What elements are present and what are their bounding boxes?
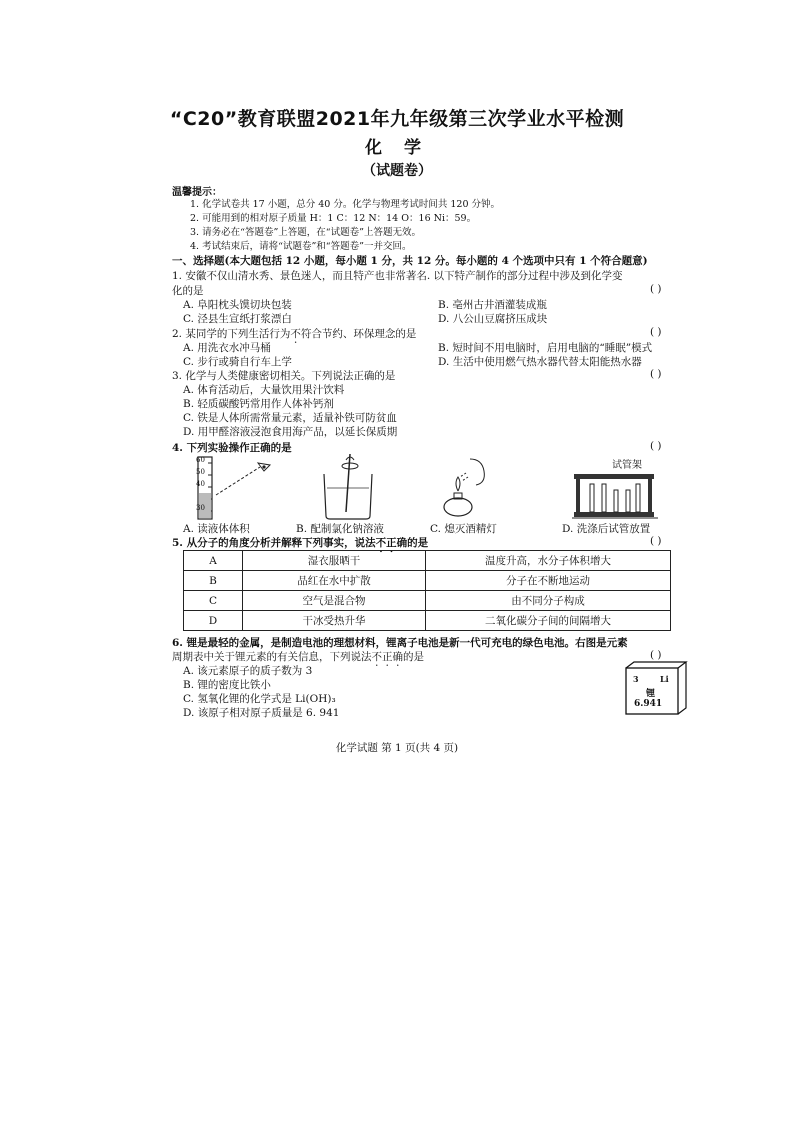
subject-title: 化 学 xyxy=(365,138,429,158)
q3-option-a: A. 体育活动后，大量饮用果汁饮料 xyxy=(183,384,345,396)
q4-option-c: C. 熄灭酒精灯 xyxy=(430,523,497,535)
q3-answer-blank: ( ) xyxy=(650,368,662,380)
cylinder-scale-label: 40 xyxy=(196,480,205,488)
q2-option-c: C. 步行或骑自行车上学 xyxy=(183,356,292,368)
table-cell: 空气是混合物 xyxy=(243,591,426,611)
beaker-figure xyxy=(318,452,378,520)
q4-stem: 4. 下列实验操作正确的是 xyxy=(172,442,292,454)
q6-option-c: C. 氢氧化锂的化学式是 Li(OH)₃ xyxy=(183,693,336,705)
tips-heading: 温馨提示： xyxy=(172,187,222,198)
exam-title: “C20”教育联盟2021年九年级第三次学业水平检测 xyxy=(169,108,625,130)
q2-option-d: D. 生活中使用燃气热水器代替太阳能热水器 xyxy=(438,356,642,368)
element-atomic-number: 3 xyxy=(633,674,639,684)
table-cell: C xyxy=(184,591,243,611)
q2-stem-post: 符合节约、环保理念的是 xyxy=(300,328,417,340)
table-cell: 温度升高，水分子体积增大 xyxy=(426,551,671,571)
q4-option-d: D. 洗涤后试管放置 xyxy=(562,523,651,535)
q2-stem-emphasis: 不 xyxy=(290,328,301,340)
table-cell: B xyxy=(184,571,243,591)
table-row xyxy=(184,611,671,631)
q6-stem-pre: 周期表中关于锂元素的有关信息，下列说法 xyxy=(172,651,372,663)
element-name: 锂 xyxy=(646,689,656,699)
q1-stem-cont: 化的是 xyxy=(172,285,204,297)
tip-item: 4. 考试结束后，请将“试题卷”和“答题卷”一并交回。 xyxy=(190,241,412,252)
table-cell: 干冰受热升华 xyxy=(243,611,426,631)
test-tube-rack-label: 试管架 xyxy=(612,460,642,471)
q3-option-c: C. 铁是人体所需常量元素，适量补铁可防贫血 xyxy=(183,412,397,424)
table-cell: A xyxy=(184,551,243,571)
paper-type-label: （试题卷） xyxy=(362,163,432,179)
table-cell: 湿衣服晒干 xyxy=(243,551,426,571)
q5-stem-emphasis: 不正 xyxy=(375,537,397,549)
q1-option-c: C. 泾县生宣纸打浆漂白 xyxy=(183,313,292,325)
q1-option-b: B. 亳州古井酒灌装成瓶 xyxy=(438,299,547,311)
page-footer: 化学试题 第 1 页(共 4 页) xyxy=(335,742,459,754)
q1-stem: 1. 安徽不仅山清水秀、景色迷人，而且特产也非常著名. 以下特产制作的部分过程中涉及到化学变 xyxy=(172,270,623,282)
q6-option-d: D. 该原子相对原子质量是 6. 941 xyxy=(183,707,340,719)
section-heading: 一、选择题(本大题包括 12 小题，每小题 1 分，共 12 分。每小题的 4 个选项中只有 1 个符合题意) xyxy=(172,255,648,267)
q4-option-b: B. 配制氯化钠溶液 xyxy=(296,523,384,535)
table-cell: 品红在水中扩散 xyxy=(243,571,426,591)
q3-stem: 3. 化学与人类健康密切相关。下列说法正确的是 xyxy=(172,370,396,382)
tip-item: 3. 请务必在“答题卷”上答题，在“试题卷”上答题无效。 xyxy=(190,227,422,238)
q2-stem-pre: 2. 某同学的下列生活行为 xyxy=(172,328,291,340)
q4-option-a: A. 读液体体积 xyxy=(183,523,250,535)
element-symbol: Li xyxy=(660,674,669,684)
table-cell: 由不同分子构成 xyxy=(426,591,671,611)
test-tube-rack-figure xyxy=(570,466,660,520)
q5-table xyxy=(183,550,671,631)
q6-option-b: B. 锂的密度比铁小 xyxy=(183,679,271,691)
q6-stem-emphasis: 不正确 xyxy=(371,651,403,663)
table-row xyxy=(184,591,671,611)
q3-option-b: B. 轻质碳酸钙常用作人体补钙剂 xyxy=(183,398,334,410)
q2-option-a: A. 用洗衣水冲马桶 xyxy=(183,342,271,354)
table-cell: 二氧化碳分子间的间隔增大 xyxy=(426,611,671,631)
cylinder-scale-label: 60 xyxy=(196,456,205,464)
table-cell: D xyxy=(184,611,243,631)
q1-option-a: A. 阜阳枕头馍切块包装 xyxy=(183,299,292,311)
q3-option-d: D. 用甲醛溶液浸泡食用海产品，以延长保质期 xyxy=(183,426,398,438)
tip-item: 2. 可能用到的相对原子质量 H：1 C：12 N：14 O：16 Ni：59。 xyxy=(190,213,477,224)
q1-option-d: D. 八公山豆腐挤压成块 xyxy=(438,313,548,325)
cylinder-scale-label: 30 xyxy=(196,504,205,512)
tip-item: 1. 化学试卷共 17 小题，总分 40 分。化学与物理考试时间共 120 分钟。 xyxy=(190,199,501,210)
cylinder-scale-label: 50 xyxy=(196,468,205,476)
q1-answer-blank: ( ) xyxy=(650,283,662,295)
q6-option-a: A. 该元素原子的质子数为 3 xyxy=(183,665,313,677)
q5-answer-blank: ( ) xyxy=(650,535,662,547)
table-row xyxy=(184,571,671,591)
q2-answer-blank: ( ) xyxy=(650,326,662,338)
table-cell: 分子在不断地运动 xyxy=(426,571,671,591)
q6-answer-blank: ( ) xyxy=(650,649,662,661)
element-atomic-mass: 6.941 xyxy=(634,699,663,709)
q5-stem-pre: 5. 从分子的角度分析并解释下列事实，说法 xyxy=(172,537,376,549)
q2-option-b: B. 短时间不用电脑时，启用电脑的“睡眠”模式 xyxy=(438,342,653,354)
q6-stem: 6. 锂是最轻的金属，是制造电池的理想材料，锂离子电池是新一代可充电的绿色电池。右图是元素 xyxy=(172,637,628,649)
q4-answer-blank: ( ) xyxy=(650,440,662,452)
alcohol-lamp-figure xyxy=(436,455,496,519)
q5-stem-post: 确的是 xyxy=(396,537,429,549)
table-row xyxy=(184,551,671,571)
q6-stem-post: 的是 xyxy=(403,651,424,663)
